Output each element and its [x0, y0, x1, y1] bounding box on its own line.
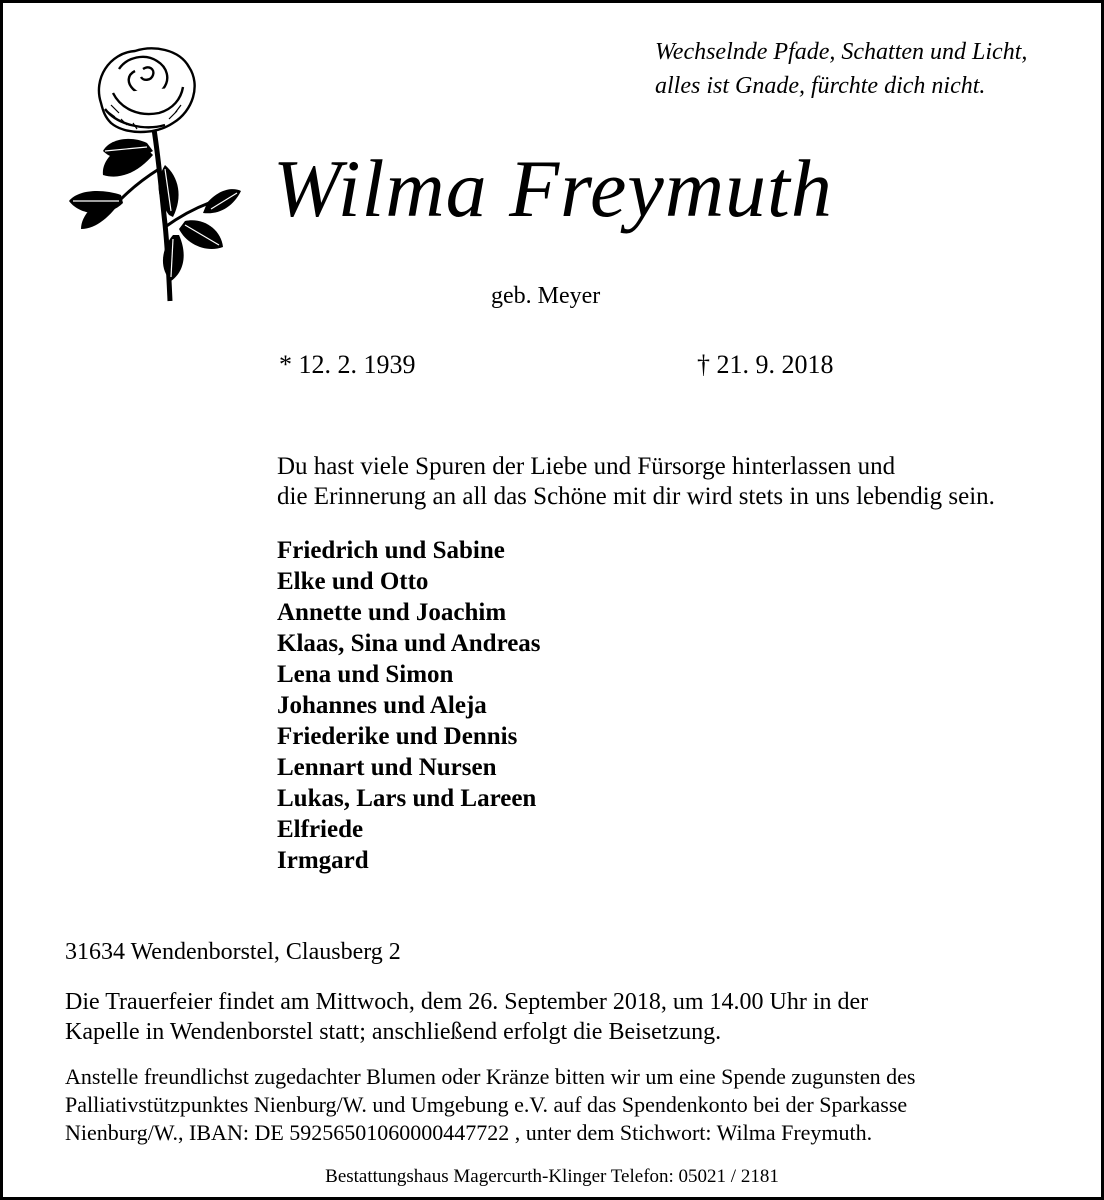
motto-line: alles ist Gnade, fürchte dich nicht.: [655, 73, 986, 99]
mourner-item: Lena und Simon: [277, 661, 454, 688]
ceremony-line: Die Trauerfeier findet am Mittwoch, dem 26. September 2018, um 14.00 Uhr in der: [65, 989, 869, 1015]
ceremony-line: Kapelle in Wendenborstel statt; anschließend erfolgt die Beisetzung.: [65, 1019, 722, 1045]
ceremony-info: [65, 987, 868, 1047]
birth-date: * 12. 2. 1939: [279, 350, 416, 379]
message-line: die Erinnerung an all das Schöne mit dir wird stets in uns lebendig sein.: [277, 483, 995, 510]
birth-name: geb. Meyer: [491, 283, 601, 309]
rose-icon: [61, 39, 241, 307]
mourner-item: Lukas, Lars und Lareen: [277, 785, 537, 812]
mourner-item: Friedrich und Sabine: [277, 537, 505, 564]
mourner-item: Elke und Otto: [277, 568, 429, 595]
donation-line: Anstelle freundlichst zugedachter Blumen oder Kränze bitten wir um eine Spende zugunsten des: [65, 1064, 916, 1089]
motto-line: Wechselnde Pfade, Schatten und Licht,: [655, 39, 1028, 65]
mourner-item: Friederike und Dennis: [277, 723, 518, 750]
memorial-message: [277, 452, 995, 512]
donation-line: Palliativstützpunktes Nienburg/W. und Umgebung e.V. auf das Spendenkonto bei der Sparkasse: [65, 1092, 908, 1117]
funeral-home-contact: Bestattungshaus Magercurth-Klinger Telefon: 05021 / 2181: [325, 1166, 779, 1187]
motto: [655, 35, 1027, 103]
mourner-item: Annette und Joachim: [277, 599, 507, 626]
deceased-name: Wilma Freymuth: [273, 143, 833, 234]
mourners-list: [277, 535, 541, 876]
death-date: † 21. 9. 2018: [697, 350, 834, 379]
mourner-item: Klaas, Sina und Andreas: [277, 630, 541, 657]
mourner-item: Elfriede: [277, 816, 364, 843]
donation-line: Nienburg/W., IBAN: DE 59256501060000447722 , unter dem Stichwort: Wilma Freymuth.: [65, 1120, 873, 1145]
message-line: Du hast viele Spuren der Liebe und Fürsorge hinterlassen und: [277, 453, 896, 480]
mourner-item: Lennart und Nursen: [277, 754, 497, 781]
family-address: 31634 Wendenborstel, Clausberg 2: [65, 939, 401, 965]
mourner-item: Irmgard: [277, 847, 369, 874]
donation-request: [65, 1063, 915, 1147]
mourner-item: Johannes und Aleja: [277, 692, 487, 719]
